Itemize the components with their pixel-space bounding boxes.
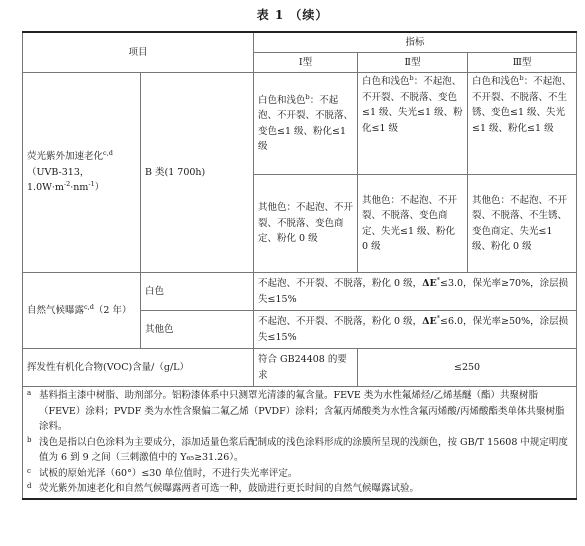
uv-row-white: [23, 73, 577, 175]
footnote-b: [27, 435, 572, 466]
footnote-d: [27, 481, 572, 497]
natural-row-white: [23, 273, 577, 311]
header-type-3: Ⅲ型: [468, 53, 577, 73]
footnote-text: 荧光紫外加速老化和自然气候曝露两者可选一种，鼓励进行更长时间的自然气候曝露试验。: [39, 483, 420, 494]
uv-white-type2-a: 白色和浅色: [362, 76, 410, 87]
footnote-text: 浅色是指以白色涂料为主要成分，添加适量色浆后配制成的浅色涂料形成的涂膜所呈现的浅颜色，按 GB/T 15608 中规定明度值为 6 到 9 之间（三刺激值中的 Y₆₅≥31.26）。: [39, 436, 568, 463]
natural-label: [23, 273, 141, 349]
footnote-text: 基料指主漆中树脂、助剂部分。铝粉漆体系中只测罩光清漆的氟含量。FEVE 类为水性氟烯烃/乙烯基醚（酯）共聚树脂（FEVE）涂料；PVDF 类为水性含聚偏二氟乙烯（PVDF）涂料；含氟丙烯酸类为水性含氟丙烯酸/丙烯酸酯类单体共聚树脂涂料。: [39, 390, 565, 432]
uv-white-type3: [468, 73, 577, 175]
uv-name: 荧光紫外加速老化: [27, 151, 104, 163]
natural-other-delta: ΔE: [422, 316, 437, 327]
uv-condition-end: ）: [94, 182, 105, 194]
uv-condition-mid: ·nm: [70, 182, 89, 194]
uv-white-type3-b: ：不起泡、不开裂、不脱落、不生锈、变色≤1 级、失光≤1 级、粉化≤1 级: [472, 76, 572, 134]
natural-white-label: 白色: [141, 273, 254, 311]
header-type-1: Ⅰ型: [254, 53, 358, 73]
natural-other-value: 不起泡、不开裂、不脱落，粉化 0 级，ΔE*≤6.0，保光率≥50%，涂层损失≤15%: [254, 311, 577, 349]
footnote-mark: b: [27, 435, 32, 444]
uv-condition-2: 1.0W·m: [27, 182, 64, 194]
footnote-mark: d: [27, 482, 32, 490]
natural-white-value-a: 不起泡、不开裂、不脱落，粉化 0 级，: [258, 278, 423, 289]
header-indicator: 指标: [254, 32, 577, 53]
uv-other-type2: 其他色：不起泡、不开裂、不脱落、变色商定、失光≤1 级、粉化 0 级: [358, 175, 468, 273]
natural-white-value: 不起泡、不开裂、不脱落，粉化 0 级，ΔE*≤3.0，保光率≥70%，涂层损失≤15%: [254, 273, 577, 311]
footnote-mark: c: [27, 466, 31, 475]
uv-white-type1-a: 白色和浅色: [258, 94, 306, 106]
footnote-text: 试板的原始光泽（60°）≤30 单位值时，不进行失光率评定。: [39, 467, 298, 479]
uv-exp-a: -2: [63, 180, 71, 189]
natural-name-rest: （2 年）: [93, 304, 132, 316]
natural-white-delta: ΔE: [422, 278, 437, 289]
voc-label: 挥发性有机化合物(VOC)含量/（g/L）: [23, 349, 254, 387]
footnote-c: [27, 466, 572, 482]
uv-other-type1: 其他色：不起泡、不开裂、不脱落、变色商定、粉化 0 级: [254, 175, 358, 273]
natural-name: 自然气候曝露: [27, 304, 85, 316]
footnote-a: [27, 388, 572, 435]
natural-name-sup: c,d: [84, 302, 94, 311]
uv-white-type3-a: 白色和浅色: [472, 76, 520, 87]
footnote-mark: a: [27, 389, 32, 397]
table-caption: 表 1 （续）: [256, 8, 329, 22]
uv-exp-b: -1: [88, 180, 95, 189]
notes-row: [23, 387, 577, 499]
uv-white-type1-b: ：不起泡、不开裂、不脱落、变色≤1 级、粉化≤1 级: [258, 94, 354, 152]
voc-type23: ≤250: [358, 349, 577, 387]
spec-table: [22, 31, 577, 500]
natural-other-label: 其他色: [141, 311, 254, 349]
uv-other-type3: 其他色：不起泡、不开裂、不脱落、不生锈、变色商定、失光≤1 级、粉化 0 级: [468, 175, 577, 273]
natural-white-value-b: ≤3.0，保光率≥70%，涂层损失≤15%: [258, 278, 569, 305]
natural-other-value-b: ≤6.0，保光率≥50%，涂层损失≤15%: [258, 316, 569, 343]
footnotes: [23, 387, 577, 499]
header-item: 项目: [23, 32, 254, 73]
uv-name-sup: c,d: [103, 149, 113, 158]
uv-class-b: B 类(1 700h): [141, 73, 254, 273]
header-type-2: Ⅱ型: [358, 53, 468, 73]
header-row-1: [23, 32, 577, 53]
uv-white-type3-sup: b: [519, 73, 524, 82]
uv-white-type2-sup: b: [409, 73, 414, 82]
uv-white-type2-b: ：不起泡、不开裂、不脱落、变色≤1 级、失光≤1 级、粉化≤1 级: [362, 76, 463, 134]
uv-label: [23, 73, 141, 273]
voc-type1: 符合 GB24408 的要求: [254, 349, 358, 387]
uv-white-type2: [358, 73, 468, 175]
uv-condition-1: （UVB-313，: [27, 166, 90, 178]
uv-white-type1-sup: b: [305, 92, 310, 101]
natural-other-value-a: 不起泡、不开裂、不脱落，粉化 0 级，: [258, 316, 423, 327]
voc-row: [23, 349, 577, 387]
uv-white-type1: [254, 73, 358, 175]
